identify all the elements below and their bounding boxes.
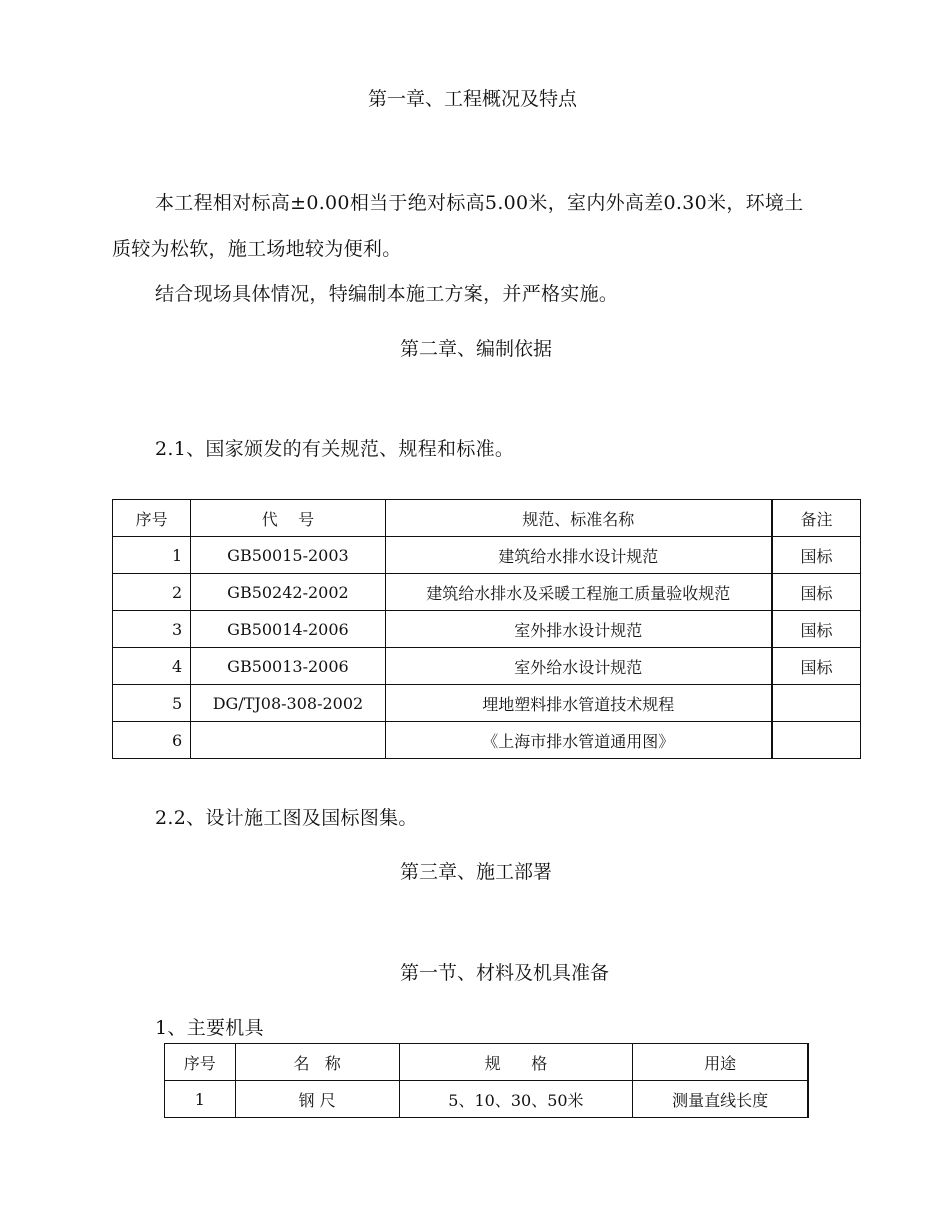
paragraph-1-line-2: 质较为松软，施工场地较为便利。	[112, 238, 402, 260]
table-cell: 1	[165, 1081, 236, 1118]
table-cell: 5	[113, 685, 191, 722]
header-cell: 规范、标准名称	[385, 500, 772, 537]
table-cell: 室外给水设计规范	[385, 648, 772, 685]
chapter1-title: 第一章、工程概况及特点	[368, 88, 578, 110]
table-row	[113, 574, 861, 611]
table-cell: 1	[113, 537, 191, 574]
table-cell: 室外排水设计规范	[385, 611, 772, 648]
table-cell: 国标	[772, 537, 861, 574]
table-cell: GB50013-2006	[191, 648, 385, 685]
table-cell: 钢 尺	[235, 1081, 399, 1118]
section-2-2: 2.2、设计施工图及国标图集。	[155, 807, 418, 829]
table-cell: 《上海市排水管道通用图》	[385, 722, 772, 759]
table-row	[113, 685, 861, 722]
table-cell: GB50015-2003	[191, 537, 385, 574]
chapter2-title: 第二章、编制依据	[400, 338, 553, 360]
header-cell: 序号	[165, 1044, 236, 1081]
header-cell: 备注	[772, 500, 861, 537]
equipment-table	[164, 1043, 809, 1118]
table-row	[113, 648, 861, 685]
table-cell: 测量直线长度	[633, 1081, 808, 1118]
header-cell: 名 称	[235, 1044, 399, 1081]
table-cell: GB50014-2006	[191, 611, 385, 648]
table-row	[165, 1081, 809, 1118]
paragraph-2: 结合现场具体情况，特编制本施工方案，并严格实施。	[155, 283, 619, 305]
table-header-row	[165, 1044, 809, 1081]
table-cell	[191, 722, 385, 759]
table-cell: 国标	[772, 574, 861, 611]
header-cell: 序号	[113, 500, 191, 537]
section-1-title: 第一节、材料及机具准备	[400, 962, 610, 984]
table-row	[113, 537, 861, 574]
table-cell: 建筑给水排水设计规范	[385, 537, 772, 574]
table-cell	[772, 685, 861, 722]
table-row	[113, 611, 861, 648]
paragraph-1-line-1: 本工程相对标高±0.00相当于绝对标高5.00米，室内外高差0.30米，环境土	[155, 192, 804, 214]
table-cell: 国标	[772, 611, 861, 648]
table-cell: 6	[113, 722, 191, 759]
table-cell: 3	[113, 611, 191, 648]
chapter3-title: 第三章、施工部署	[400, 861, 553, 883]
table-cell: 5、10、30、50米	[399, 1081, 633, 1118]
table-cell: 4	[113, 648, 191, 685]
standards-table	[112, 499, 861, 759]
table-cell: 建筑给水排水及采暖工程施工质量验收规范	[385, 574, 772, 611]
table-cell: DG/TJ08-308-2002	[191, 685, 385, 722]
table-header-row	[113, 500, 861, 537]
header-cell: 代 号	[191, 500, 385, 537]
table-cell: GB50242-2002	[191, 574, 385, 611]
section-2-1: 2.1、国家颁发的有关规范、规程和标准。	[155, 438, 515, 460]
header-cell: 规 格	[399, 1044, 633, 1081]
table-cell	[772, 722, 861, 759]
item-1-heading: 1、主要机具	[155, 1017, 264, 1039]
table-cell: 埋地塑料排水管道技术规程	[385, 685, 772, 722]
table-row	[113, 722, 861, 759]
table-cell: 国标	[772, 648, 861, 685]
table-cell: 2	[113, 574, 191, 611]
header-cell: 用途	[633, 1044, 808, 1081]
